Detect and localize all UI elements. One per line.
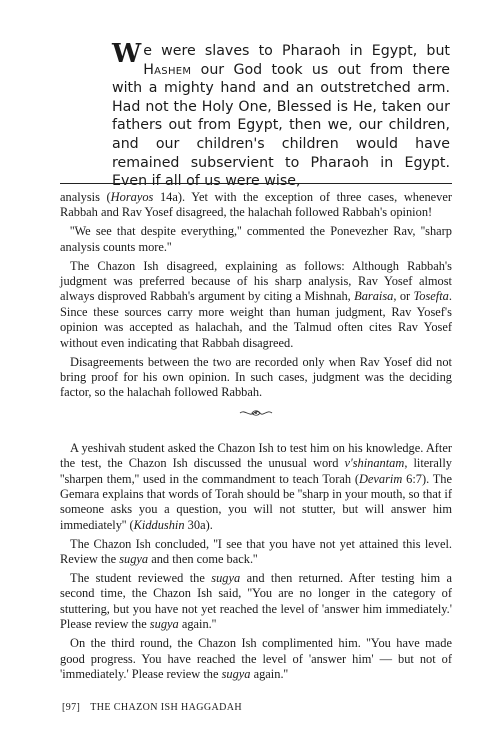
drop-cap: W xyxy=(112,39,142,69)
haggadah-text xyxy=(112,39,450,191)
running-title: THE CHAZON ISH HAGGADAH xyxy=(90,702,242,713)
term: sugya xyxy=(211,571,241,586)
commentary-paragraph xyxy=(60,636,452,682)
text-run: , literally ''sharpen them,'' used in the commandment to teach Torah ( xyxy=(60,456,452,486)
citation: Devarim xyxy=(358,471,403,486)
section-divider-rule xyxy=(60,183,452,184)
term: v'shinantam xyxy=(344,456,405,471)
text-run: and then come back.'' xyxy=(148,552,258,567)
ornament-divider xyxy=(60,407,452,421)
commentary-paragraph xyxy=(60,571,452,633)
haggadah-line-start: e were slaves to Pharaoh in Egypt, but xyxy=(143,43,450,59)
page-number: [97] xyxy=(62,702,81,713)
term: sugya xyxy=(149,617,179,632)
text-run: 6:7). The Gemara explains that words of Torah should be ''sharp in your mouth, so that if someone asks you a question, you will not stutter, but will answer him immediately'' ( xyxy=(60,471,453,532)
flourish-icon xyxy=(239,408,273,418)
text-run: A yeshivah student asked the Chazon Ish to test him on his knowledge. After the test, the Chazon Ish discussed the unusual word xyxy=(60,440,452,471)
commentary-paragraph xyxy=(60,190,452,221)
commentary xyxy=(60,190,452,686)
term: sugya xyxy=(221,666,251,681)
commentary-paragraph xyxy=(60,441,452,533)
term: Tosefta xyxy=(413,289,449,304)
text-run: . Since these sources carry more weight than human judgment, Rav Yosef's opinion was accepted as halachah, and the Talmud often cites Rav Yosef without even indicating that Rabbah disagreed. xyxy=(60,289,452,350)
term: Baraisa xyxy=(354,289,394,304)
text-run: The Chazon Ish disagreed, explaining as follows: Although Rabbah's judgment was preferred because of his sharp analysis, Rav Yosef almost always disproved Rabbah's argument by citing a Mishnah, xyxy=(60,258,452,304)
citation: Kiddushin xyxy=(133,517,185,532)
page-footer xyxy=(62,702,252,713)
commentary-paragraph xyxy=(60,259,452,351)
term: sugya xyxy=(119,552,149,567)
commentary-paragraph: ''We see that despite everything,'' commented the Ponevezher Rav, ''sharp analysis counts more.'' xyxy=(60,224,452,254)
text-run: again.'' xyxy=(250,666,289,681)
text-run: The student reviewed the xyxy=(70,571,212,586)
text-run: 30a). xyxy=(184,517,213,532)
text-run: analysis ( xyxy=(60,190,111,204)
text-run: 14a). Yet with the exception of three cases, whenever Rabbah and Rav Yosef disagreed, the halachah followed Rabbah's opinion! xyxy=(60,190,452,220)
commentary-paragraph: Disagreements between the two are recorded only when Rav Yosef did not bring proof for his own opinion. In such cases, judgment was the deciding factor, so the halachah followed Rabbah. xyxy=(60,354,452,400)
text-run: again.'' xyxy=(178,617,217,632)
text-run: and then returned. After testing him a second time, the Chazon Ish said, ''You are no longer in the category of stuttering, but you have not yet reached the level of 'answer him immediately.' Please review the xyxy=(60,571,452,632)
citation: Horayos xyxy=(110,190,154,204)
commentary-paragraph xyxy=(60,537,452,568)
text-run: , or xyxy=(393,289,414,304)
haggadah-rest: our God took us out from there with a mighty hand and an outstretched arm. Had not the Holy One, Blessed is He, taken our fathers out from Egypt, then we, our children, and our children's children would have remained subservient to Pharaoh in Egypt. Even if all of us were wise, xyxy=(112,61,450,190)
text-run: The Chazon Ish concluded, ''I see that you have not yet attained this level. Review the xyxy=(60,536,452,567)
text-run: On the third round, the Chazon Ish complimented him. ''You have made good progress. You have reached the level of 'answer him' — but not of 'immediately.' Please review the xyxy=(60,636,452,681)
divine-name: Hashem xyxy=(143,61,192,78)
